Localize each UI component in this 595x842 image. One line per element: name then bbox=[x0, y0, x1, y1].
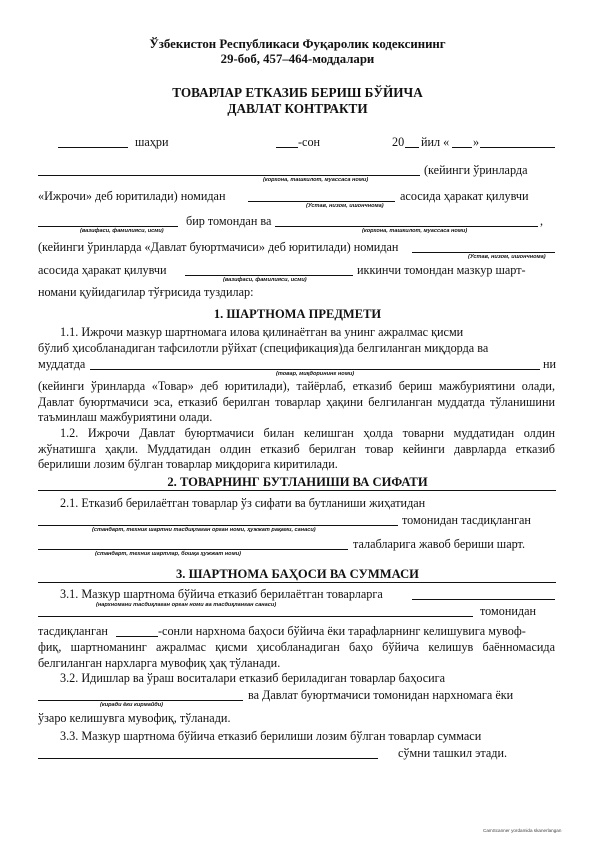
number-label: -сон bbox=[298, 135, 321, 149]
caption-charter-2: (Устав, низом, ишончнома) bbox=[468, 254, 546, 260]
year-blank[interactable] bbox=[405, 147, 419, 148]
caption-kind-of-expense: (киради ёки кирмайди) bbox=[100, 702, 163, 708]
section-2-underline bbox=[38, 490, 556, 491]
acting-basis-2: асосида ҳаракат қилувчи bbox=[38, 263, 167, 277]
section-3-3-line1: 3.3. Мазкур шартнома бўйича етказиб берилиши лозим бўлган товарлар суммаси bbox=[60, 729, 482, 743]
concluded-label: номани қуйидагилар тўғрисида туздилар: bbox=[38, 285, 254, 299]
section-1-heading: 1. ШАРТНОМА ПРЕДМЕТИ bbox=[213, 307, 382, 321]
section-3-3-line2-end: сўмни ташкил этади. bbox=[398, 746, 508, 760]
section-1-1-line3: муддатда bbox=[38, 357, 86, 371]
section-1-1-line1: 1.1. Ижрочи мазкур шартномага илова қилинаётган ва унинг ажралмас қисми bbox=[60, 325, 464, 339]
code-reference: Ўзбекистон Республикаси Фуқаролик кодексининг bbox=[149, 37, 446, 51]
section-3-1-line2-end: томонидан bbox=[480, 604, 537, 618]
standard-doc-blank[interactable] bbox=[38, 549, 348, 550]
customer-named-label: (кейинги ўринларда «Давлат буюртмачиси» деб юритилади) номидан bbox=[38, 240, 399, 254]
section-1-1-rest: (кейинги ўринларда «Товар» деб юритилади), тайёрлаб, етказиб бериш мажбуриятини олади, Давлат буюртмачиси эса, етказиб берилган товарлар ҳақини белгиланган муддатда тўланишини таъминлаш мажбуриятини олади. bbox=[38, 379, 555, 425]
caption-standard-1: (стандарт, техник шартни тасдиқлаган орган номи, ҳужжат рақами, санаси) bbox=[92, 527, 316, 533]
section-2-1-line1: 2.1. Етказиб берилаётган товарлар ўз сифати ва бутланиши жиҳатидан bbox=[60, 496, 426, 510]
price-basis-blank-1[interactable] bbox=[412, 599, 555, 600]
section-3-underline bbox=[38, 582, 556, 583]
contract-title: ТОВАРЛАР ЕТКАЗИБ БЕРИШ БЎЙИЧА bbox=[172, 85, 423, 100]
section-2-1-line2-end: томонидан тасдиқланган bbox=[402, 513, 531, 527]
packaging-blank[interactable] bbox=[38, 700, 243, 701]
caption-position-2: (вазифаси, фамилияси, исми) bbox=[223, 277, 307, 283]
number-blank[interactable] bbox=[276, 147, 298, 148]
acting-basis-1: асосида ҳаракат қилувчи bbox=[400, 189, 529, 203]
contract-subtitle: ДАВЛАТ КОНТРАКТИ bbox=[227, 101, 368, 116]
articles-reference: 29-боб, 457–464-моддалари bbox=[220, 52, 375, 66]
customer-signatory-blank[interactable] bbox=[185, 275, 353, 276]
caption-goods: (товар, миқдорининг номи) bbox=[276, 371, 355, 377]
section-3-1-rest: фиқ, шартноманинг ажралмас қисми ҳисобланадиган баҳо бўйича келишув баённомасида белгиланган нархларга мувофиқ ҳақ тўланади. bbox=[38, 640, 555, 670]
year-close: » bbox=[473, 135, 480, 149]
caption-org-name-1: (корхона, ташкилот, муассаса номи) bbox=[263, 177, 369, 183]
second-side-label: иккинчи томондан мазкур шарт- bbox=[357, 263, 526, 277]
caption-position-1: (вазифаси, фамилияси, исми) bbox=[80, 228, 164, 234]
quality-authority-blank[interactable] bbox=[38, 525, 398, 526]
customer-org-blank[interactable] bbox=[275, 226, 538, 227]
year-suffix: йил « bbox=[421, 135, 450, 149]
city-label: шаҳри bbox=[135, 135, 169, 149]
total-sum-blank[interactable] bbox=[38, 758, 378, 759]
caption-charter-1: (Устав, низом, ишончнома) bbox=[306, 203, 384, 209]
section-1-2: 1.2. Ижрочи Давлат буюртмачиси билан келишган ҳолда товарни муддатидан олдин жўнатишга ҳақли. Муддатидан олдин етказиб берилган товар кейинги даврларда етказиб берилиши лозим бўлган товарлар миқдорига киритилади. bbox=[38, 426, 555, 472]
one-side-label: бир томондан ва bbox=[186, 214, 272, 228]
section-1-1-line2: бўлиб ҳисобланадиган тафсилотли рўйхат (спецификация)да белгиланган миқдорда ва bbox=[38, 341, 489, 355]
section-3-1-line3-a: тасдиқланган bbox=[38, 624, 108, 638]
year-prefix: 20 bbox=[392, 135, 405, 149]
month-blank[interactable] bbox=[480, 147, 555, 148]
comma: , bbox=[540, 214, 544, 228]
customer-basis-blank[interactable] bbox=[412, 252, 555, 253]
section-2-1-line3-end: талабларига жавоб бериши шарт. bbox=[353, 537, 525, 551]
scanner-watermark: CamScanner yordamida skanerlangan bbox=[483, 828, 562, 833]
section-3-1-line3-b: -сонли нархнома баҳоси бўйича ёки тарафларнинг келишувига мувоф- bbox=[158, 624, 526, 638]
price-basis-blank-2[interactable] bbox=[38, 616, 473, 617]
caption-price-doc: (нархномани тасдиқлаган орган номи ва тасдиқланган санаси) bbox=[96, 602, 277, 608]
section-3-2-line2-end: ва Давлат буюртмачиси томонидан нархномага ёки bbox=[248, 688, 514, 702]
section-1-1-line3-end: ни bbox=[543, 357, 557, 371]
section-2-heading: 2. ТОВАРНИНГ БУТЛАНИШИ ВА СИФАТИ bbox=[167, 475, 428, 489]
section-3-2-line3: ўзаро келишувга мувофиқ, тўланади. bbox=[38, 711, 231, 725]
price-list-number-blank[interactable] bbox=[116, 636, 158, 637]
caption-standard-2: (стандарт, техник шартлар, бошқа ҳужжат номи) bbox=[95, 551, 241, 557]
city-blank[interactable] bbox=[58, 147, 128, 148]
hereinafter-executor: (кейинги ўринларда bbox=[424, 163, 528, 177]
section-3-heading: 3. ШАРТНОМА БАҲОСИ ВА СУММАСИ bbox=[176, 567, 419, 581]
caption-org-name-2: (корхона, ташкилот, муассаса номи) bbox=[362, 228, 468, 234]
section-3-1-line1: 3.1. Мазкур шартнома бўйича етказиб берилаётган товарларга bbox=[60, 587, 383, 601]
day-blank[interactable] bbox=[452, 147, 472, 148]
executor-basis-blank[interactable] bbox=[248, 201, 395, 202]
executor-org-blank[interactable] bbox=[38, 175, 420, 176]
executor-named-label: «Ижрочи» деб юритилади) номидан bbox=[38, 189, 226, 203]
executor-signatory-blank[interactable] bbox=[38, 226, 178, 227]
section-3-2-line1: 3.2. Идишлар ва ўраш воситалари етказиб бериладиган товарлар баҳосига bbox=[60, 671, 446, 685]
goods-blank[interactable] bbox=[90, 369, 540, 370]
